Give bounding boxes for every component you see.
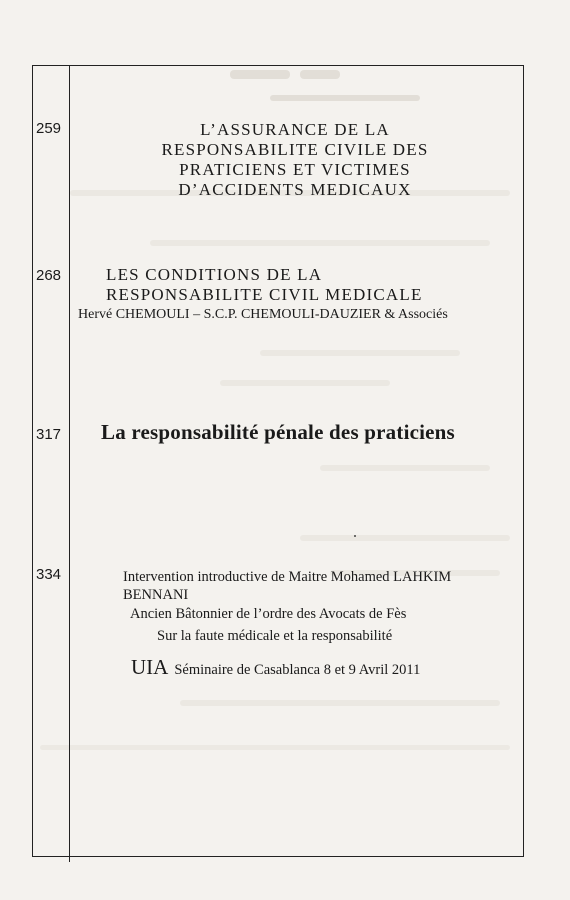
title-line: LES CONDITIONS DE LA [106, 265, 323, 284]
title-line: RESPONSABILITE CIVIL MEDICALE [106, 285, 423, 304]
page-number: 317 [36, 426, 62, 443]
org-name: UIA [131, 655, 169, 679]
entry-title [100, 120, 490, 200]
author-line: Hervé CHEMOULI – S.C.P. CHEMOULI-DAUZIER & Associés [78, 307, 448, 322]
intervention-line: BENNANI [123, 587, 189, 603]
page-number: 259 [36, 120, 62, 137]
intervention-line: Sur la faute médicale et la responsabilité [157, 628, 393, 644]
entry-title [106, 265, 516, 305]
page-number: 268 [36, 267, 62, 284]
page-number: 334 [36, 566, 62, 583]
margin-rule [69, 65, 70, 862]
intervention-line: Ancien Bâtonnier de l’ordre des Avocats de Fès [130, 606, 407, 622]
title-line: D’ACCIDENTS MEDICAUX [178, 180, 412, 199]
seminar-line [131, 655, 521, 679]
title-line: RESPONSABILITE CIVILE DES [161, 140, 429, 159]
title-line: PRATICIENS ET VICTIMES [179, 160, 411, 179]
seminar-text: Séminaire de Casablanca 8 et 9 Avril 2011 [174, 662, 421, 678]
intervention-line: Intervention introductive de Maitre Mohamed LAHKIM [123, 569, 452, 585]
speck [354, 535, 356, 537]
entry-title: La responsabilité pénale des praticiens [101, 420, 455, 444]
title-line: L’ASSURANCE DE LA [200, 120, 390, 139]
